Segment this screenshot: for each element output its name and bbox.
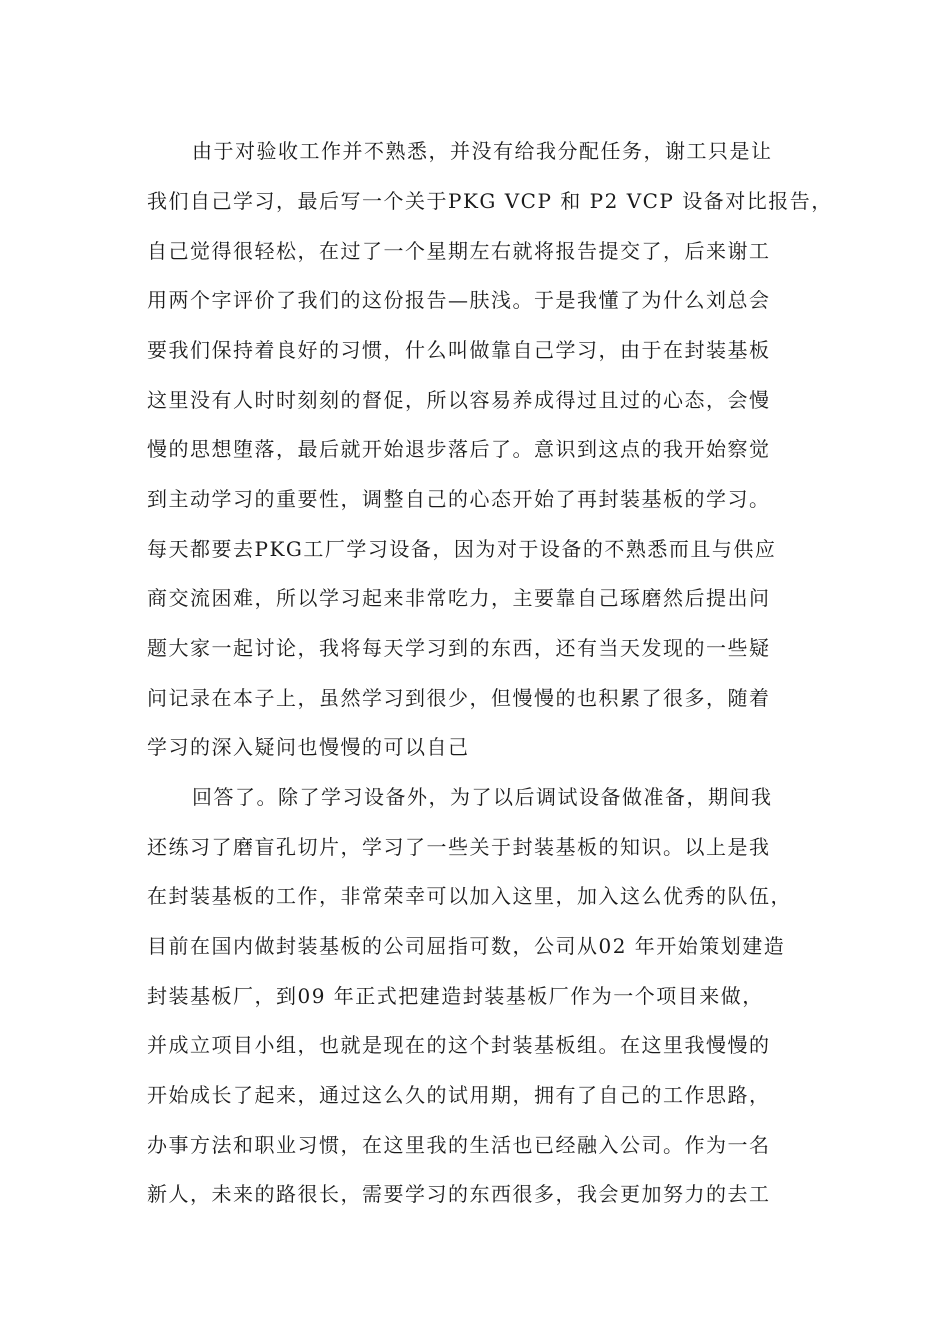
paragraph-line: 到主动学习的重要性，调整自己的心态开始了再封装基板的学习。: [147, 487, 771, 511]
paragraph-line: 新人，未来的路很长，需要学习的东西很多，我会更加努力的去工: [147, 1182, 771, 1206]
paragraph-line: 并成立项目小组，也就是现在的这个封装基板组。在这里我慢慢的: [147, 1033, 771, 1057]
paragraph-line: 我们自己学习，最后写一个关于PKG VCP 和 P2 VCP 设备对比报告，: [147, 189, 833, 213]
paragraph-line: 用两个字评价了我们的这份报告—肤浅。于是我懂了为什么刘总会: [147, 288, 771, 312]
paragraph-line: 回答了。除了学习设备外，为了以后调试设备做准备，期间我: [192, 785, 773, 809]
paragraph-line: 还练习了磨盲孔切片，学习了一些关于封装基板的知识。以上是我: [147, 835, 771, 859]
paragraph-line: 题大家一起讨论，我将每天学习到的东西，还有当天发现的一些疑: [147, 636, 771, 660]
paragraph-line: 在封装基板的工作，非常荣幸可以加入这里，加入这么优秀的队伍，: [147, 884, 792, 908]
paragraph-line: 每天都要去PKG工厂学习设备，因为对于设备的不熟悉而且与供应: [147, 537, 777, 561]
paragraph-line: 学习的深入疑问也慢慢的可以自己: [147, 735, 470, 759]
paragraph-line: 这里没有人时时刻刻的督促，所以容易养成得过且过的心态，会慢: [147, 388, 771, 412]
paragraph-line: 目前在国内做封装基板的公司屈指可数，公司从02 年开始策划建造: [147, 934, 786, 958]
paragraph-line: 问记录在本子上，虽然学习到很少，但慢慢的也积累了很多，随着: [147, 686, 771, 710]
paragraph-line: 自己觉得很轻松，在过了一个星期左右就将报告提交了，后来谢工: [147, 239, 771, 263]
paragraph-line: 要我们保持着良好的习惯，什么叫做靠自己学习，由于在封装基板: [147, 338, 771, 362]
paragraph-line: 由于对验收工作并不熟悉，并没有给我分配任务，谢工只是让: [192, 139, 773, 163]
paragraph-line: 开始成长了起来，通过这么久的试用期，拥有了自己的工作思路，: [147, 1083, 771, 1107]
paragraph-line: 办事方法和职业习惯，在这里我的生活也已经融入公司。作为一名: [147, 1133, 771, 1157]
paragraph-line: 封装基板厂，到09 年正式把建造封装基板厂作为一个项目来做，: [147, 984, 764, 1008]
paragraph-line: 商交流困难，所以学习起来非常吃力，主要靠自己琢磨然后提出问: [147, 586, 771, 610]
paragraph-line: 慢的思想堕落，最后就开始退步落后了。意识到这点的我开始察觉: [147, 437, 771, 461]
